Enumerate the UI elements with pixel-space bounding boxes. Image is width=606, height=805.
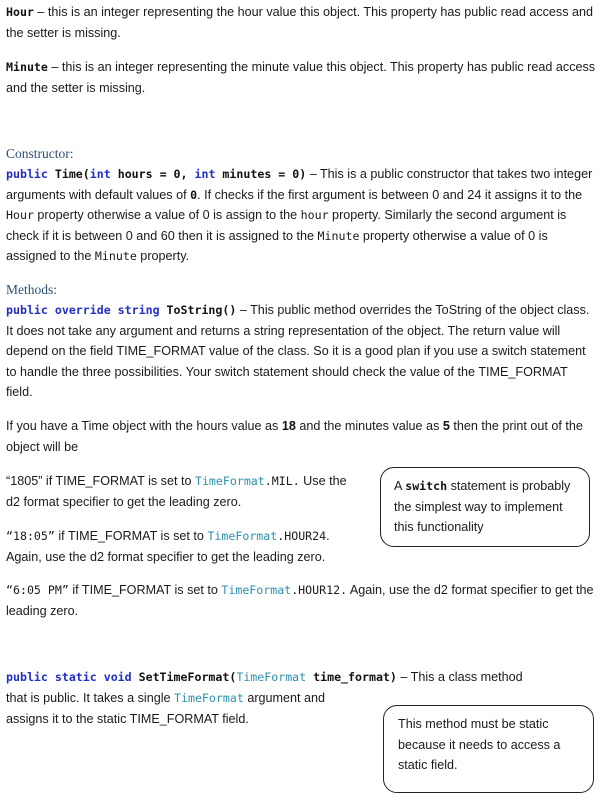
settimeformat-desc-class: TimeFormat [174,691,244,705]
switch-note-keyword: switch [405,479,448,493]
hour12-format-paragraph [6,580,598,621]
constructor-int-keyword-1: int [89,167,111,181]
constructor-desc-part: property otherwise a value of 0 is assign to the [33,208,301,222]
settimeformat-desc: that is public. It takes a single [6,691,175,705]
hour24-class-name: TimeFormat [207,529,278,543]
mil-member: .MIL. [264,474,300,488]
example-text: If you have a Time object with the hours value as [6,419,282,433]
settimeformat-param-class: TimeFormat [236,670,307,684]
constructor-minute-ref: Minute [317,228,360,243]
tostring-keywords: public override string [6,303,160,317]
hour12-class-name: TimeFormat [221,583,292,597]
hour24-member: .HOUR24 [277,529,327,543]
example-minutes-value: 5 [442,419,450,433]
constructor-desc-part: property. [136,249,190,263]
constructor-public-keyword: public [6,167,48,181]
hour12-text: if TIME_FORMAT is set to [68,583,222,597]
mil-format-paragraph [6,471,362,512]
switch-note-text: statement is probably the simplest way to implement this functionality [394,479,571,534]
constructor-desc-part: . If checks if the first argument is between 0 and 24 it assigns it to the [197,187,583,202]
constructor-minute-ref-2: Minute [94,249,137,263]
static-note-callout: This method must be static because it needs to access a static field. [383,705,594,793]
example-hours-value: 18 [281,419,296,433]
settimeformat-param-name: time_format) [306,670,397,684]
tostring-description: – This public method overrides the ToString of the object class. It does not take any argument and returns a string representation of the object. The return value will depend on the field TIME_FORMAT value of the class. So it is a good plan if you use a switch statement to handle the three possibilities. Your switch statement should check the value of the TIME_FORMAT field. [6,303,590,399]
settimeformat-desc: – This a class method [396,670,523,684]
tostring-name: ToString() [159,303,237,317]
constructor-hour-ref: Hour [6,208,34,222]
hour24-text: . Again, use the d2 format specifier to get the leading zero. [6,529,330,564]
constructor-name: Time( [47,167,90,181]
constructor-default-zero: 0 [190,187,198,202]
constructor-arg-minutes: minutes = 0) [215,167,307,181]
constructor-arg-hours: hours = 0, [110,167,195,181]
settimeformat-desc: argument and assigns it to the static TIME_FORMAT field. [6,691,326,726]
methods-heading: Methods: [6,282,58,297]
tostring-paragraph [6,300,596,403]
example-text: and the minutes value as [295,419,443,433]
hour-property-description: – this is an integer representing the hour value this object. This property has public read access and the setter is missing. [6,5,594,40]
settimeformat-keywords: public static void [6,670,132,684]
minute-property-name: Minute [6,60,48,74]
constructor-desc-part: property otherwise a value of 0 is assigned to the [6,228,548,263]
hour24-text: if TIME_FORMAT is set to [54,529,208,543]
constructor-hour-lc-ref: hour [300,208,329,222]
switch-note-callout [380,467,590,547]
constructor-paragraph [6,164,598,267]
example-paragraph [6,416,596,457]
constructor-int-keyword-2: int [194,167,216,181]
switch-note-text: A [394,479,406,493]
hour12-text: Again, use the d2 format specifier to get the leading zero. [6,583,594,618]
mil-output-value: “1805” [6,474,43,488]
mil-class-name: TimeFormat [194,474,265,488]
constructor-desc-part: – This is a public constructor that takes two integer arguments with default values of [6,167,593,202]
hour-property-paragraph [6,2,596,43]
constructor-heading: Constructor: [6,146,74,161]
mil-text: if TIME_FORMAT is set to [42,474,195,488]
mil-text: Use the d2 format specifier to get the leading zero. [6,474,347,509]
example-text: then the print out of the object will be [6,419,583,454]
minute-property-description: – this is an integer representing the minute value this object. This property has public read access and the setter is missing. [6,60,596,95]
settimeformat-name: SetTimeFormat( [131,670,237,684]
hour24-format-paragraph [6,526,368,567]
constructor-desc-part: property. Similarly the second argument is check if it is between 0 and 60 then it is assigned to the [6,208,567,243]
settimeformat-signature-line [6,667,596,688]
settimeformat-description [6,688,356,729]
hour12-member: .HOUR12. [291,583,348,597]
hour24-output-value: “18:05” [6,529,55,543]
hour12-output-value: “6:05 PM” [6,583,69,597]
minute-property-paragraph [6,57,596,98]
hour-property-name: Hour [6,5,34,19]
